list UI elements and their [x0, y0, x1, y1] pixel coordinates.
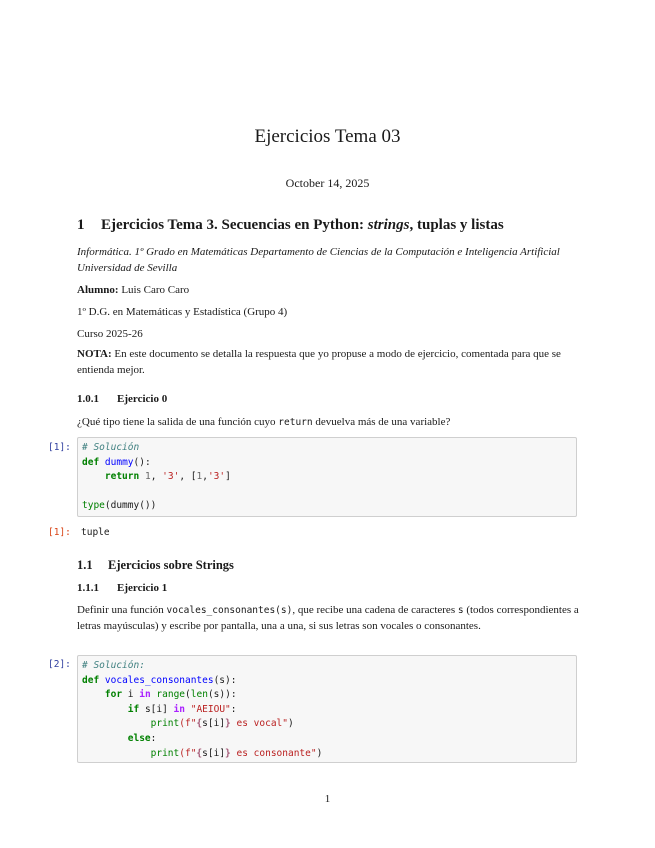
code-interp: {: [196, 747, 203, 759]
section-title-pre: Ejercicios Tema 3. Secuencias en Python:: [101, 217, 368, 233]
code-punct: ): [316, 747, 323, 759]
code-punct: ,: [150, 471, 163, 483]
code-keyword: if: [127, 703, 140, 715]
code-string: es vocal": [230, 718, 288, 730]
code-number: 1: [144, 471, 151, 483]
nota-text: En este documento se detalla la respuesta que yo propuse a modo de ejercicio, comentada para que se entienda mejor.: [77, 348, 561, 376]
code-builtin: print: [150, 747, 180, 759]
code-cell-1[interactable]: [77, 437, 577, 517]
output-prompt-1: [1]:: [48, 527, 71, 538]
nota-label: NOTA:: [77, 348, 112, 360]
document-date: October 14, 2025: [285, 176, 370, 190]
section-title-em: strings: [367, 217, 410, 233]
code-interp: {: [196, 718, 203, 730]
code-keyword: def: [82, 456, 100, 468]
section-number: 1.1: [77, 558, 93, 572]
code-line: [82, 688, 572, 703]
code-interp: }: [225, 718, 231, 730]
code-line: [82, 470, 572, 485]
input-prompt-1: [1]:: [48, 442, 71, 453]
code-line: [82, 703, 572, 718]
code-punct: :: [150, 732, 157, 744]
code-builtin: range: [156, 689, 186, 701]
code-operator: in: [173, 703, 185, 715]
code-line: [82, 747, 572, 762]
desc-code: vocales_consonantes(s): [166, 605, 293, 616]
exercise-0-question: [77, 415, 579, 431]
question-code: return: [278, 417, 313, 428]
question-text-post: devuelva más de una variable?: [312, 416, 451, 428]
code-function-name: dummy: [104, 456, 134, 468]
code-var: s[i]: [202, 747, 226, 759]
code-var: i: [122, 689, 140, 701]
nota-paragraph: [77, 347, 579, 378]
code-punct: :: [230, 703, 237, 715]
code-line: [82, 441, 572, 456]
code-builtin: print: [150, 718, 180, 730]
input-prompt-2: [2]:: [48, 659, 71, 670]
exercise-1-description: [77, 603, 579, 634]
code-punct: ,: [202, 471, 208, 483]
code-keyword: for: [104, 689, 123, 701]
code-line: [82, 732, 572, 747]
code-args: (s)):: [207, 689, 237, 701]
code-line: [82, 674, 572, 689]
exercise-1-number: 1.1.1: [77, 582, 99, 594]
code-builtin: type: [82, 500, 105, 512]
course-paragraph: Curso 2025-26: [77, 328, 143, 340]
desc-code: s: [457, 605, 464, 616]
code-operator: in: [139, 689, 151, 701]
alumno-name: Luis Caro Caro: [118, 284, 190, 296]
code-string: (f": [179, 718, 197, 730]
desc-text: (todos correspondientes a letras mayúsculas) y escribe por pantalla, una a una, si sus letras son vocales o consonantes.: [77, 604, 579, 632]
section-title: Ejercicios sobre Strings: [108, 558, 234, 572]
code-params: (s):: [213, 674, 237, 686]
section-heading-1-1: [77, 558, 234, 573]
exercise-1-heading: [77, 582, 167, 594]
code-string: '3': [162, 471, 180, 483]
exercise-0-number: 1.0.1: [77, 393, 99, 405]
code-string: es consonante": [230, 747, 317, 759]
code-function-name: vocales_consonantes: [104, 674, 214, 686]
code-punct: , [: [179, 471, 197, 483]
code-punct: ]: [225, 471, 231, 483]
code-line: [82, 456, 572, 471]
code-string: "AEIOU": [190, 703, 231, 715]
desc-text: Definir una función: [77, 604, 167, 616]
question-text-pre: ¿Qué tipo tiene la salida de una función cuyo: [77, 416, 279, 428]
code-keyword: else: [127, 732, 151, 744]
code-line: [82, 717, 572, 732]
code-comment: # Solución: [82, 442, 140, 453]
code-line-blank: [82, 485, 572, 500]
code-var: s[i]: [139, 703, 174, 715]
code-comment: # Solución:: [82, 660, 145, 671]
code-string: '3': [207, 471, 226, 483]
code-var: s[i]: [202, 718, 226, 730]
code-string: (f": [179, 747, 197, 759]
document-title: Ejercicios Tema 03: [254, 126, 401, 147]
exercise-1-title: Ejercicio 1: [117, 582, 168, 594]
code-line: [82, 659, 572, 674]
alumno-paragraph: [77, 283, 579, 299]
code-args: (dummy()): [104, 500, 157, 512]
section-number: 1: [77, 217, 85, 233]
desc-text: , que recibe una cadena de caracteres: [292, 604, 458, 616]
affiliation-paragraph: [77, 245, 579, 276]
code-line: [82, 499, 572, 514]
alumno-label: Alumno:: [77, 284, 119, 296]
code-punct: (: [185, 689, 191, 701]
code-punct: ): [287, 718, 294, 730]
exercise-0-title: Ejercicio 0: [117, 393, 168, 405]
section-heading-1: [77, 217, 587, 234]
code-builtin: len: [190, 689, 208, 701]
output-value-1: tuple: [81, 527, 110, 538]
code-interp: }: [225, 747, 231, 759]
code-cell-2[interactable]: [77, 655, 577, 763]
code-params: ():: [133, 456, 151, 468]
page-number: 1: [324, 793, 331, 805]
section-title-post: , tuplas y listas: [409, 217, 504, 233]
affiliation-text: Informática. 1º Grado en Matemáticas Departamento de Ciencias de la Computación e Inteligencia Artificial Universidad de Sevilla: [77, 246, 560, 274]
code-keyword: return: [104, 471, 140, 483]
exercise-0-heading: [77, 393, 167, 405]
degree-paragraph: 1º D.G. en Matemáticas y Estadística (Grupo 4): [77, 306, 288, 318]
code-keyword: def: [82, 674, 100, 686]
code-number: 1: [196, 471, 203, 483]
